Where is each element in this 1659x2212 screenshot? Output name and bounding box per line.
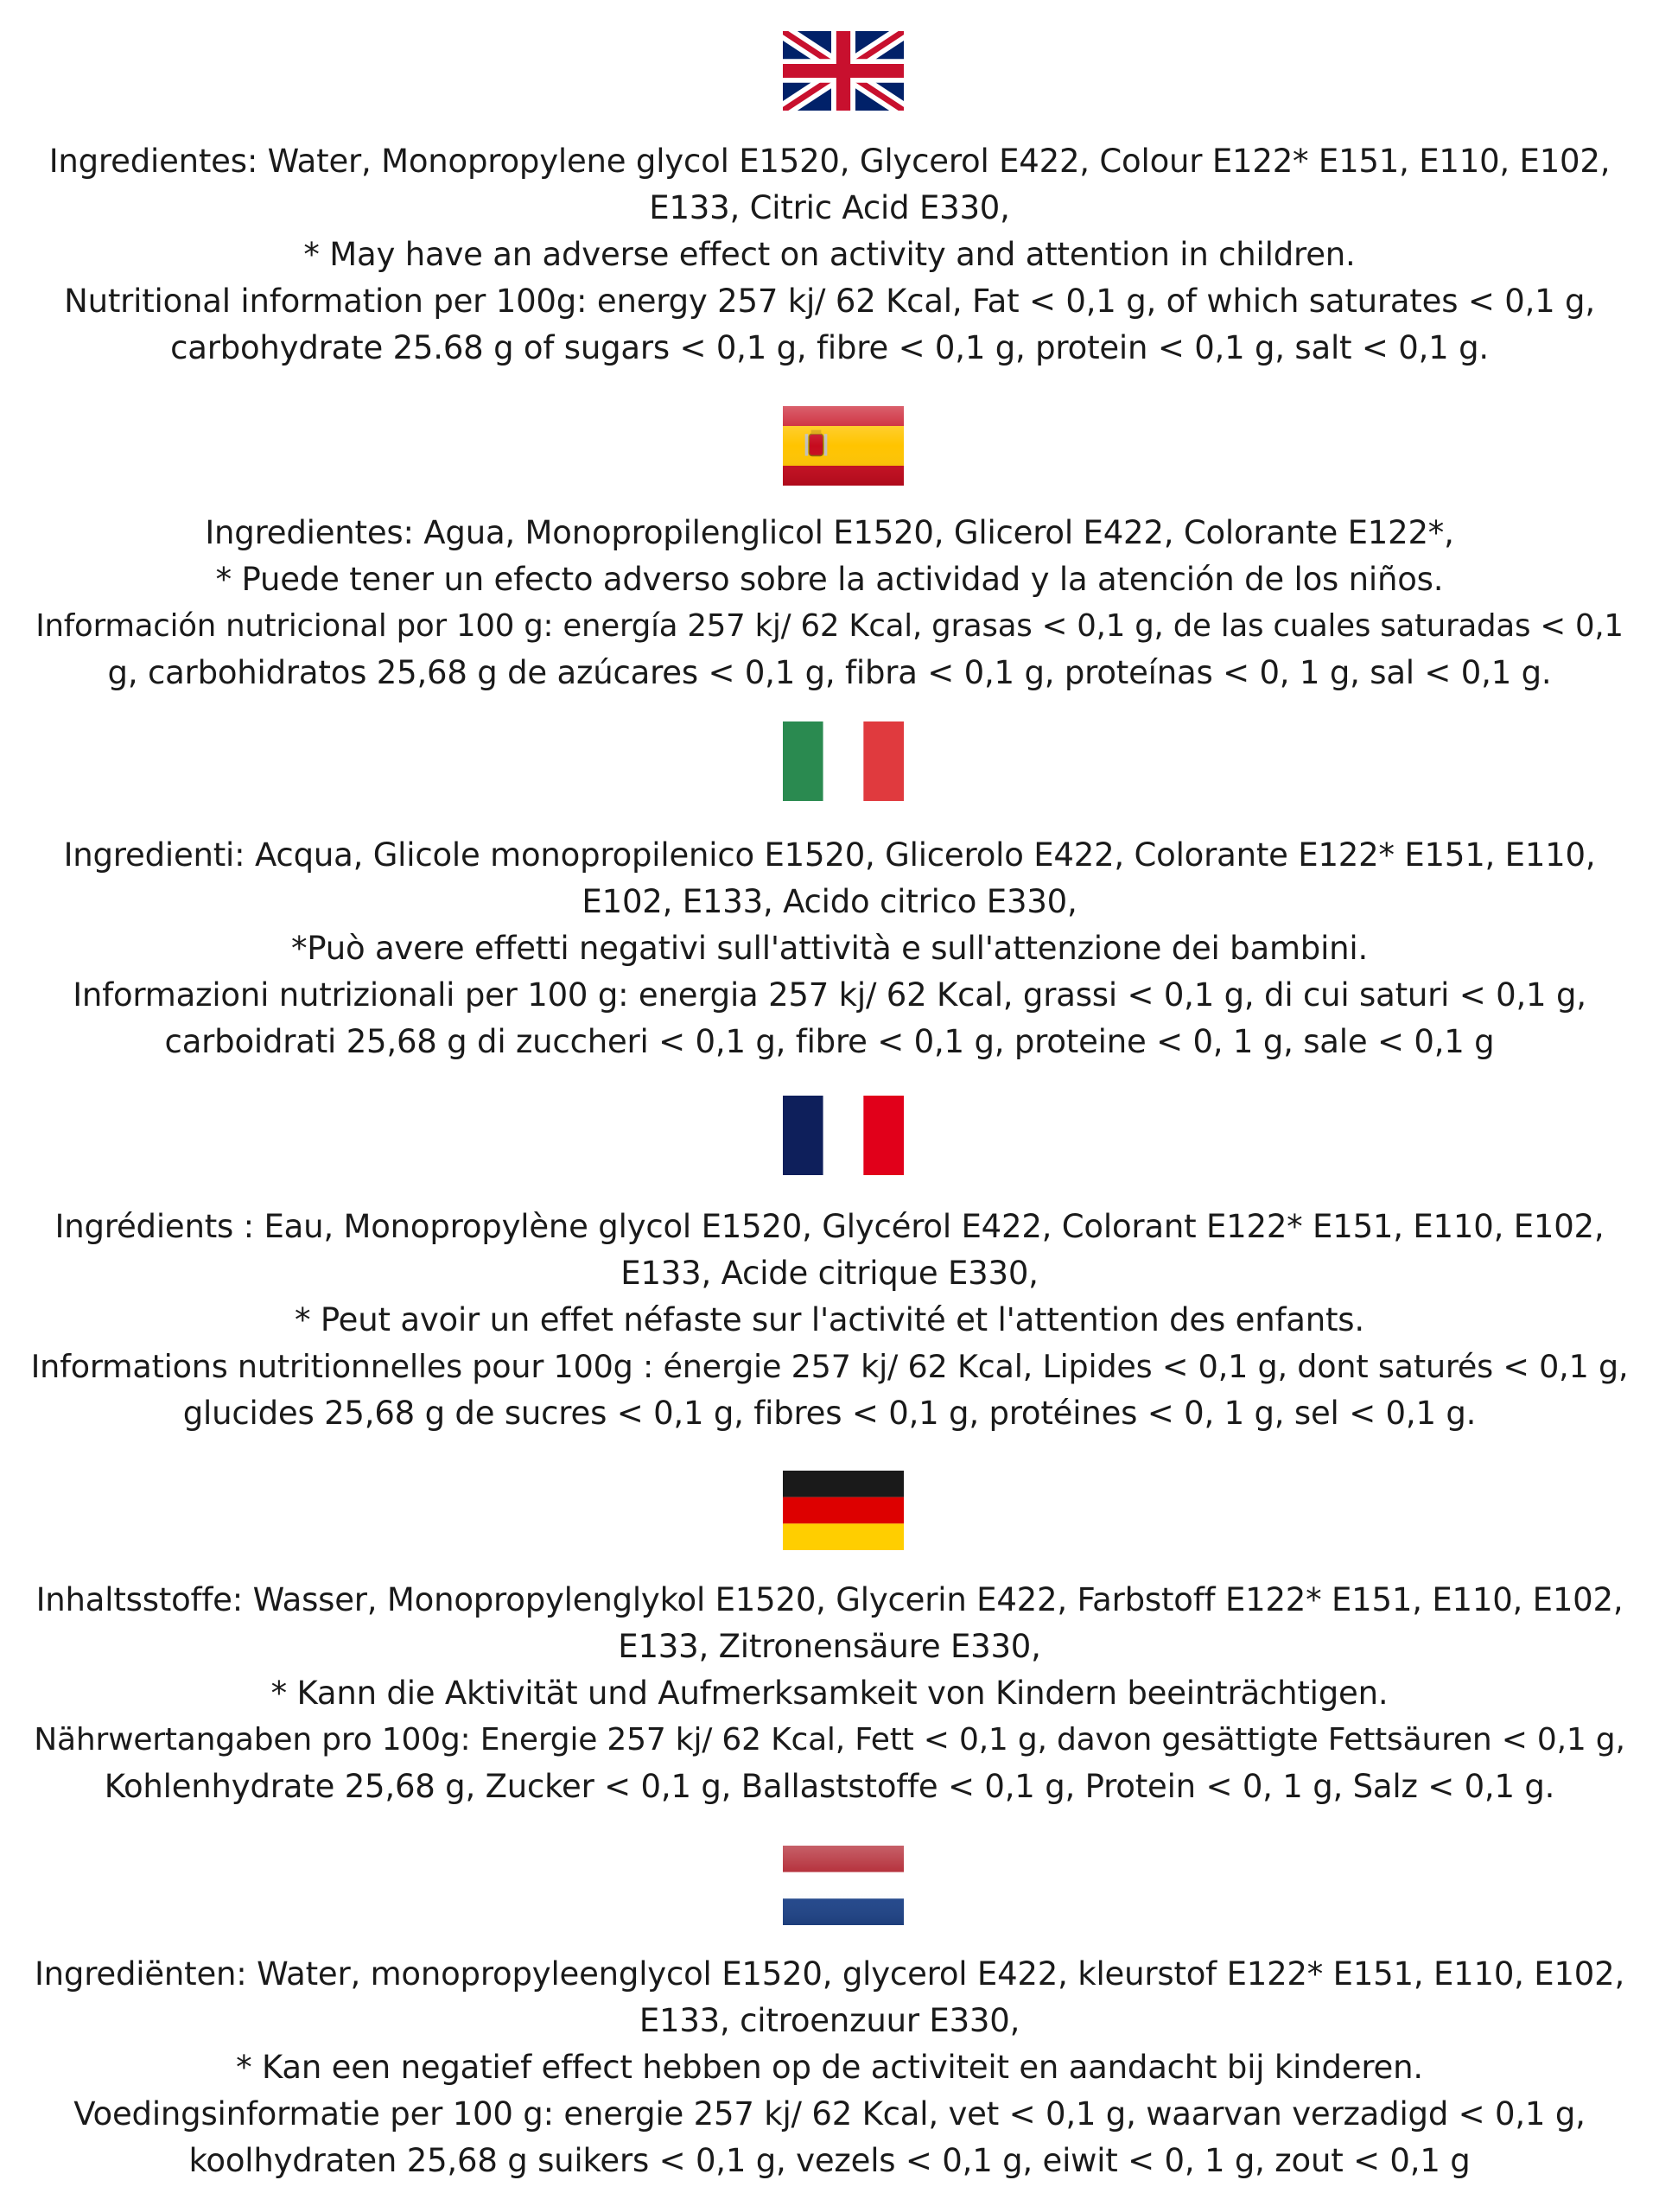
text-line: Voedingsinformatie per 100 g: energie 257 kj/ 62 Kcal, vet < 0,1 g, waarvan verzadigd < 0,1 g, xyxy=(73,2095,1586,2133)
text-line: E133, Citric Acid E330, xyxy=(649,189,1010,226)
text-line: Inhaltsstoffe: Wasser, Monopropylenglykol E1520, Glycerin E422, Farbstoff E122* E151, E110, E102, xyxy=(35,1581,1624,1618)
text-line: glucides 25,68 g de sucres < 0,1 g, fibres < 0,1 g, protéines < 0, 1 g, sel < 0,1 g. xyxy=(182,1395,1477,1432)
text-line: *Può avere effetti negativi sull'attività e sull'attenzione dei bambini. xyxy=(290,930,1369,967)
dutch-text xyxy=(26,1951,1633,2184)
text-line: * Puede tener un efecto adverso sobre la actividad y la atención de los niños. xyxy=(215,561,1444,598)
text-line: Nutritional information per 100g: energy 257 kj/ 62 Kcal, Fat < 0,1 g, of which saturates < 0,1 g, xyxy=(64,283,1595,320)
german-text xyxy=(26,1577,1633,1810)
text-line: E133, citroenzuur E330, xyxy=(639,2002,1020,2039)
text-line: E133, Zitronensäure E330, xyxy=(618,1628,1041,1665)
text-line: g, carbohidratos 25,68 g de azúcares < 0,1 g, fibra < 0,1 g, proteínas < 0, 1 g, sal < 0,1 g. xyxy=(107,654,1552,691)
uk-flag-icon xyxy=(783,31,904,111)
text-line: * Peut avoir un effet néfaste sur l'activité et l'attention des enfants. xyxy=(295,1301,1364,1338)
text-line: carboidrati 25,68 g di zuccheri < 0,1 g, fibre < 0,1 g, proteine < 0, 1 g, sale < 0,1 g xyxy=(164,1023,1495,1060)
text-line: Ingredienti: Acqua, Glicole monopropilenico E1520, Glicerolo E422, Colorante E122* E151, E110, xyxy=(63,836,1596,874)
text-line: * Kan een negatief effect hebben op de activiteit en aandacht bij kinderen. xyxy=(236,2049,1423,2086)
italy-flag-icon xyxy=(783,721,904,801)
text-line: Ingredientes: Water, Monopropylene glycol E1520, Glycerol E422, Colour E122* E151, E110, E102, xyxy=(48,143,1611,180)
text-line: Kohlenhydrate 25,68 g, Zucker < 0,1 g, Ballaststoffe < 0,1 g, Protein < 0, 1 g, Salz < 0,1 g. xyxy=(104,1768,1555,1805)
text-line: Ingredientes: Agua, Monopropilenglicol E1520, Glicerol E422, Colorante E122*, xyxy=(205,514,1454,551)
text-line: E133, Acide citrique E330, xyxy=(620,1255,1039,1292)
text-line: Ingrédients : Eau, Monopropylène glycol E1520, Glycérol E422, Colorant E122* E151, E110, E102, xyxy=(54,1208,1605,1245)
text-line: E102, E133, Acido citrico E330, xyxy=(582,883,1077,920)
text-line: Nährwertangaben pro 100g: Energie 257 kj/ 62 Kcal, Fett < 0,1 g, davon gesättigte Fettsäuren < 0,1 g, xyxy=(34,1722,1625,1758)
text-line: * Kann die Aktivität und Aufmerksamkeit von Kindern beeinträchtigen. xyxy=(270,1675,1389,1712)
spanish-text xyxy=(26,510,1633,696)
english-text xyxy=(26,138,1633,372)
text-line: Informazioni nutrizionali per 100 g: energia 257 kj/ 62 Kcal, grassi < 0,1 g, di cui saturi < 0,1 g, xyxy=(73,976,1586,1014)
text-line: Informations nutritionnelles pour 100g : énergie 257 kj/ 62 Kcal, Lipides < 0,1 g, dont saturés < 0,1 g, xyxy=(30,1348,1629,1385)
text-line: * May have an adverse effect on activity and attention in children. xyxy=(303,236,1356,273)
text-line: Ingrediënten: Water, monopropyleenglycol E1520, glycerol E422, kleurstof E122* E151, E110, E102, xyxy=(34,1955,1625,1993)
netherlands-flag-icon xyxy=(783,1846,904,1925)
france-flag-icon xyxy=(783,1096,904,1175)
text-line: Información nutricional por 100 g: energía 257 kj/ 62 Kcal, grasas < 0,1 g, de las cuales saturadas < 0,1 xyxy=(35,608,1624,644)
italian-text xyxy=(26,832,1633,1065)
french-text xyxy=(26,1204,1633,1437)
germany-flag-icon xyxy=(783,1471,904,1550)
text-line: carbohydrate 25.68 g of sugars < 0,1 g, fibre < 0,1 g, protein < 0,1 g, salt < 0,1 g. xyxy=(170,329,1489,366)
spain-flag-icon xyxy=(783,406,904,486)
text-line: koolhydraten 25,68 g suikers < 0,1 g, vezels < 0,1 g, eiwit < 0, 1 g, zout < 0,1 g xyxy=(188,2142,1471,2179)
